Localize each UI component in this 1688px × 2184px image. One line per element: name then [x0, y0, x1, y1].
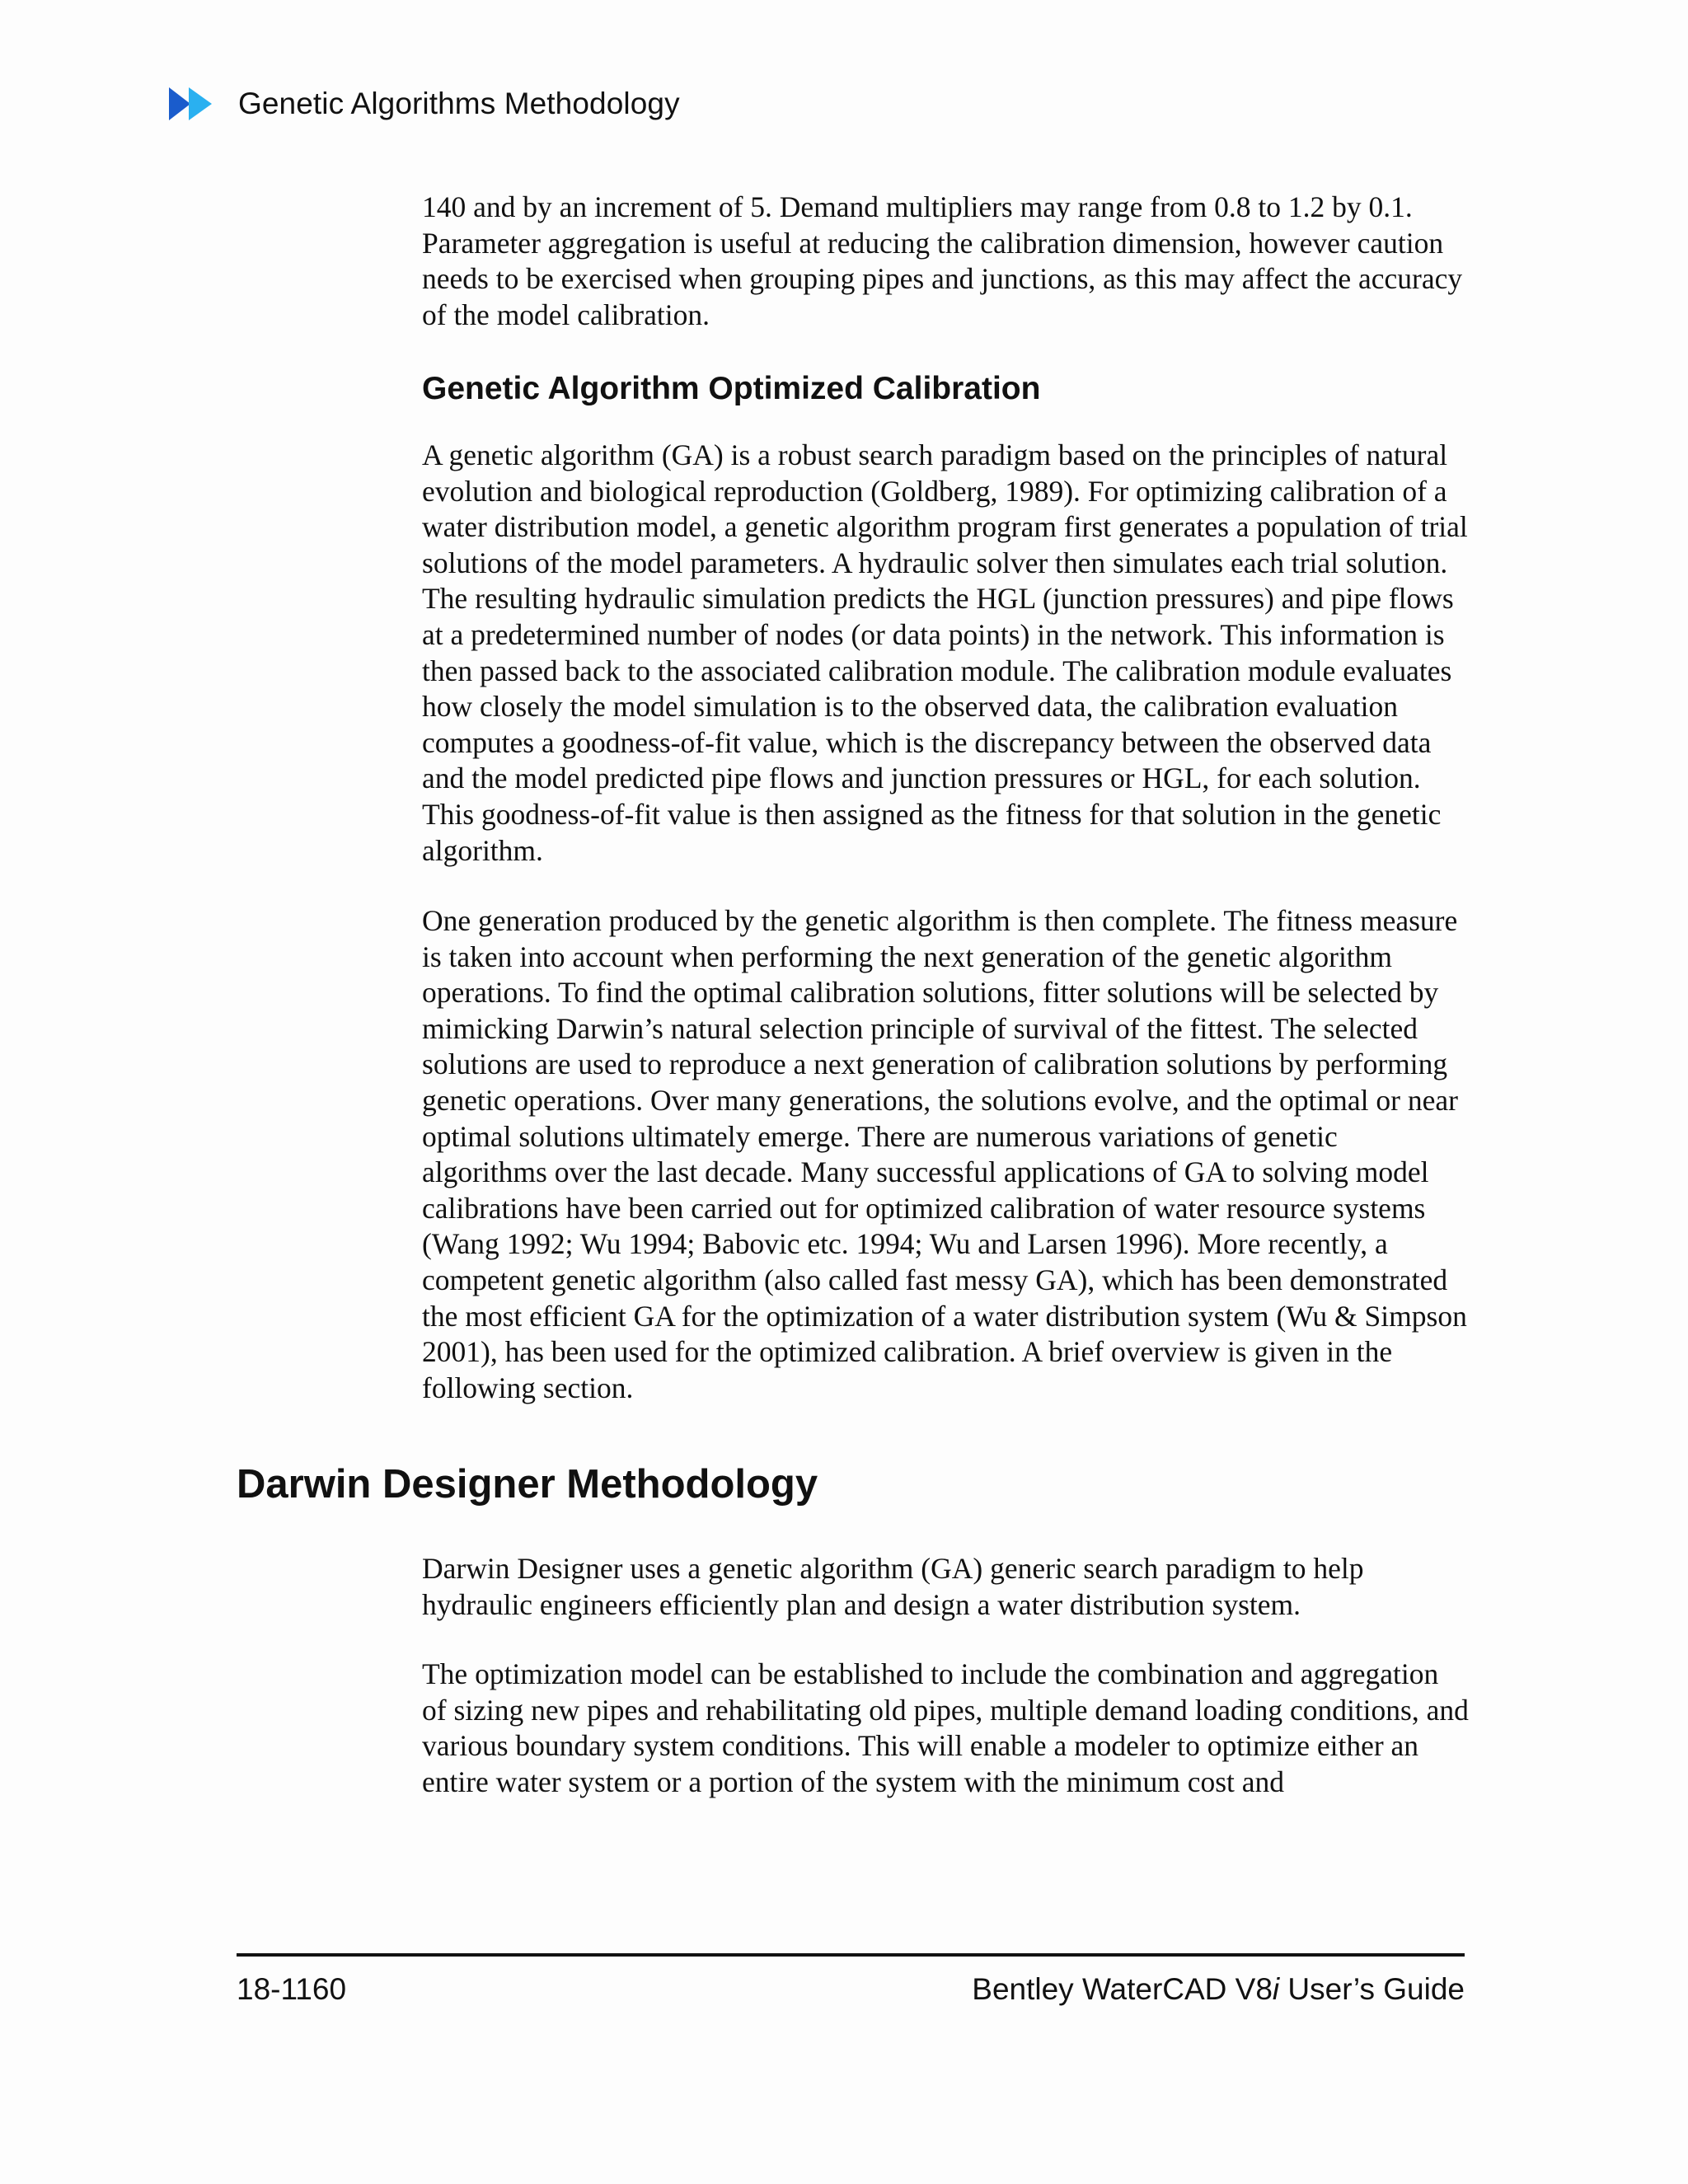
guide-title-suffix: User’s Guide	[1279, 1972, 1465, 2006]
double-chevron-right-icon	[169, 86, 222, 122]
ga-calibration-heading: Genetic Algorithm Optimized Calibration	[422, 371, 1041, 406]
intro-paragraph: 140 and by an increment of 5. Demand multipliers may range from 0.8 to 1.2 by 0.1. Parameter aggregation is useful at reducing the calibration dimension, however caution needs to be exercised when grouping pipes and junctions, as this may affect the accuracy of the model calibration.	[422, 190, 1463, 331]
darwin-paragraph-2: The optimization model can be established to include the combination and aggregation of sizing new pipes and rehabilitating old pipes, multiple demand loading conditions, and various boundary system conditions. This will enable a modeler to optimize either an entire water system or a portion of the system with the minimum cost and	[422, 1657, 1469, 1798]
ga-paragraph-1-block	[422, 438, 1469, 869]
intro-paragraph-block	[422, 190, 1469, 333]
running-header	[169, 86, 680, 122]
guide-title-prefix: Bentley WaterCAD V8	[972, 1972, 1273, 2006]
ga-paragraph-2: One generation produced by the genetic algorithm is then complete. The fitness measure is taken into account when performing the next generation of the genetic algorithm operations. To find the optimal calibration solutions, fitter solutions will be selected by mimicking Darwin’s natural selection principle of survival of the fittest. The selected solutions are used to reproduce a next generation of calibration solutions by performing genetic operations. Over many generations, the solutions evolve, and the optimal or near optimal solutions ultimately emerge. There are numerous variations of genetic algorithms over the last decade. Many successful applications of GA to solving model calibrations have been carried out for optimized calibration of water resource systems (Wang 1992; Wu 1994; Babovic etc. 1994; Wu and Larsen 1996). More recently, a competent genetic algorithm (also called fast messy GA), which has been demonstrated the most efficient GA for the optimization of a water distribution system (Wu & Simpson 2001), has been used for the optimized calibration. A brief overview is given in the following section.	[422, 904, 1467, 1404]
ga-paragraph-1: A genetic algorithm (GA) is a robust search paradigm based on the principles of natural evolution and biological reproduction (Goldberg, 1989). For optimizing calibration of a water distribution model, a genetic algorithm program first generates a population of trial solutions of the model parameters. A hydraulic solver then simulates each trial solution. The resulting hydraulic simulation predicts the HGL (junction pressures) and pipe flows at a predetermined number of nodes (or data points) in the network. This information is then passed back to the associated calibration module. The calibration module evaluates how closely the model simulation is to the observed data, the calibration evaluation computes a goodness-of-fit value, which is the discrepancy between the observed data and the model predicted pipe flows and junction pressures or HGL, for each solution. This goodness-of-fit value is then assigned as the fitness for that solution in the genetic algorithm.	[422, 438, 1468, 867]
ga-paragraph-2-block	[422, 903, 1469, 1406]
darwin-paragraph-1: Darwin Designer uses a genetic algorithm (GA) generic search paradigm to help hydraulic engineers efficiently plan and design a water distribution system.	[422, 1552, 1364, 1621]
guide-title-italic: i	[1272, 1972, 1280, 2006]
footer-divider	[237, 1953, 1465, 1957]
darwin-designer-heading: Darwin Designer Methodology	[237, 1462, 818, 1507]
guide-title	[972, 1972, 1465, 2007]
page-number: 18-1160	[237, 1972, 347, 2006]
running-header-title: Genetic Algorithms Methodology	[238, 87, 680, 120]
darwin-paragraph-2-block	[422, 1657, 1469, 1800]
darwin-paragraph-1-block	[422, 1551, 1469, 1623]
